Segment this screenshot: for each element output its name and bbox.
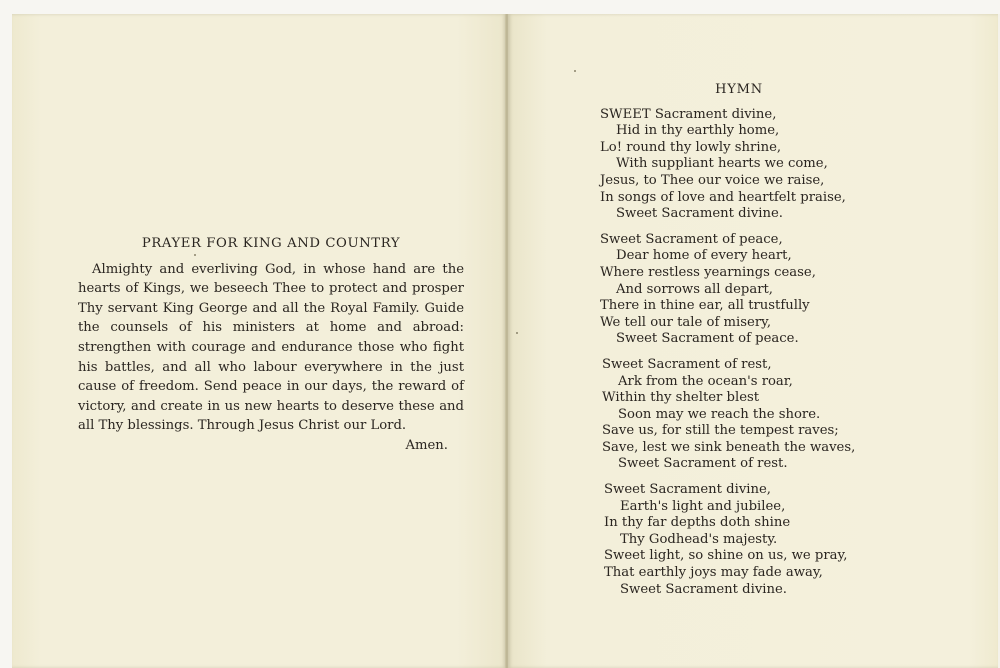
hymn-line: In thy far depths doth shine [604,515,791,531]
hymn-line: Thy Godhead's majesty. [620,531,778,547]
hymn-stanza-3 [602,357,900,473]
hymn-title: HYMN [715,82,763,97]
paper-speck [516,332,518,334]
hymn-line: SWEET Sacrament divine, [600,106,777,122]
hymn-line: Earth's light and jubilee, [620,498,786,514]
hymn-line: And sorrows all depart, [616,281,773,297]
hymn-line: Sweet Sacrament divine. [616,206,783,222]
hymn-line: With suppliant hearts we come, [616,156,828,172]
hymn-line: Sweet Sacrament of rest, [602,356,772,372]
hymn-line: Save, lest we sink beneath the waves, [602,439,856,455]
hymn-line: Sweet Sacrament of peace. [616,331,799,347]
prayer-title: PRAYER FOR KING AND COUNTRY [141,236,401,251]
hymn-line: Jesus, to Thee our voice we raise, [600,172,825,188]
hymn-line: Lo! round thy lowly shrine, [600,139,782,155]
hymn-line: Dear home of every heart, [616,248,792,264]
hymn-line: In songs of love and heartfelt praise, [600,189,846,205]
prayer-body: Almighty and everliving God, in whose hand are the hearts of Kings, we beseech Thee to protect and prosper Thy servant King George and all the Royal Family. Guide the counsels of his ministers at home and abroad: strengthen with courage and endurance those who fight his battles, and all who labour everywhere in the just cause of freedom. Send peace in our days, the reward of victory, and create in us new hearts to deserve these and all Thy blessings. Through Jesus Christ our Lord. [78,261,464,434]
hymn-stanza-2 [600,232,900,348]
hymn-line: There in thine ear, all trustfully [600,298,810,314]
hymn-line: Hid in thy earthly home, [616,123,780,139]
hymn-line: Ark from the ocean's roar, [618,373,793,389]
hymn-line: Soon may we reach the shore. [618,406,821,422]
scan-left-margin [0,0,12,668]
hymn-section [600,82,900,607]
hymn-line: We tell our tale of misery, [600,314,772,330]
hymn-line: Sweet Sacrament divine. [620,581,787,597]
hymn-stanza-4 [604,482,900,598]
hymn-stanza-1 [600,107,900,223]
hymn-line: Save us, for still the tempest raves; [602,423,839,439]
paper-speck [574,70,576,72]
hymn-line: Within thy shelter blest [602,390,760,406]
hymn-line: Sweet Sacrament divine, [604,482,771,498]
hymn-line: That earthly joys may fade away, [604,565,823,581]
hymn-line: Sweet Sacrament of rest. [618,456,788,472]
hymn-line: Sweet Sacrament of peace, [600,231,783,247]
prayer-section [78,234,464,456]
prayer-amen: Amen. [405,437,448,453]
hymn-line: Where restless yearnings cease, [600,264,816,280]
scan-top-margin [0,0,1000,14]
hymn-line: Sweet light, so shine on us, we pray, [604,548,848,564]
